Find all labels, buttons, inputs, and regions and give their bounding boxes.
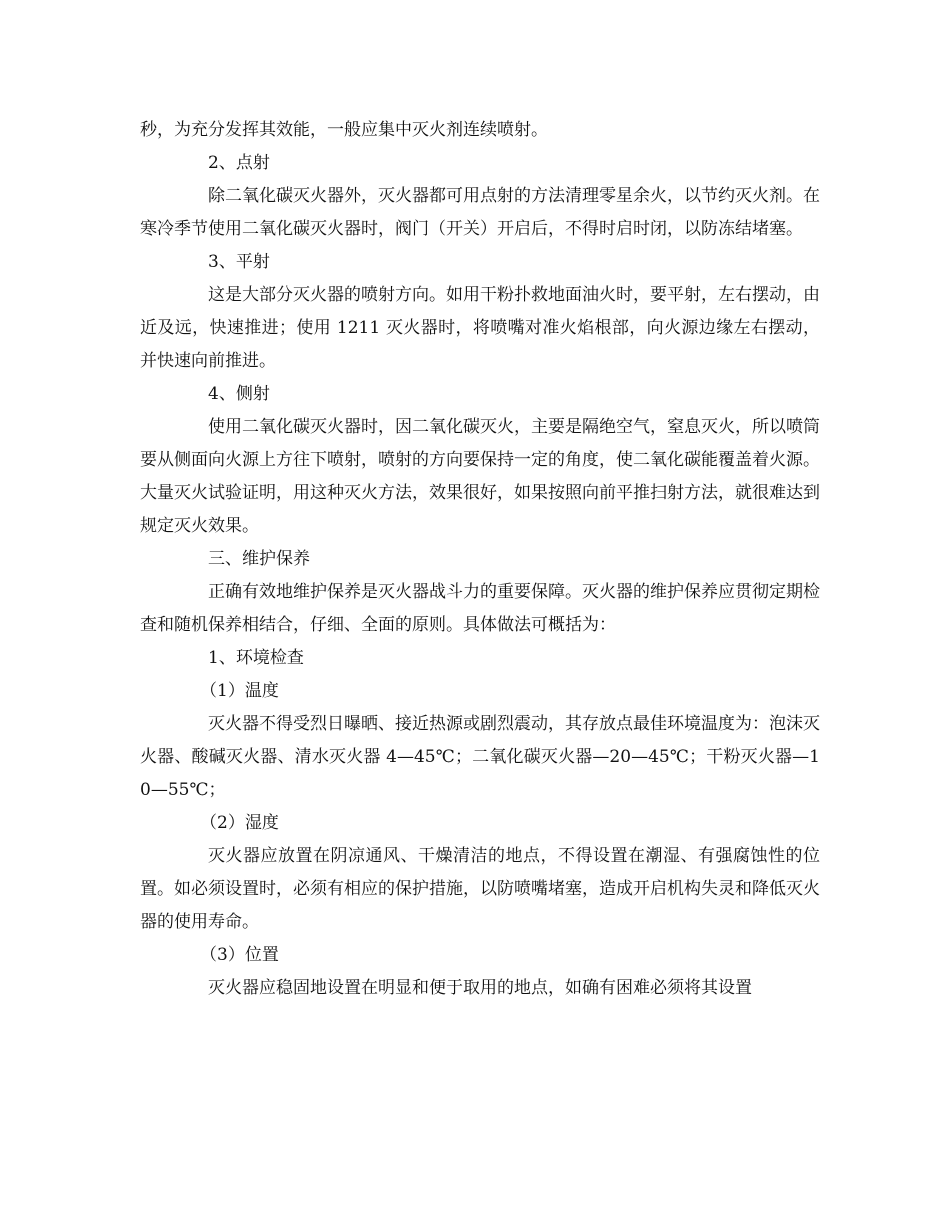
section-heading-side-spray: 4、侧射 xyxy=(208,384,270,404)
paragraph-continuation: 秒，为充分发挥其效能，一般应集中灭火剂连续喷射。 xyxy=(140,120,548,140)
section-heading-environment-check: 1、环境检查 xyxy=(208,648,304,668)
paragraph-temperature: 灭火器不得受烈日曝晒、接近热源或剧烈震动，其存放点最佳环境温度为：泡沫灭火器、酸碱灭火器、清水灭火器 4—45℃；二氧化碳灭火器—20—45℃；干粉灭火器—10—55℃； xyxy=(140,714,820,800)
document-body xyxy=(140,114,820,1005)
section-heading-maintenance: 三、维护保养 xyxy=(208,549,310,569)
section-heading-flat-spray: 3、平射 xyxy=(208,252,270,272)
subheading-humidity: （2）湿度 xyxy=(200,813,279,833)
paragraph-side-spray: 使用二氧化碳灭火器时，因二氧化碳灭火，主要是隔绝空气，窒息灭火，所以喷筒要从侧面向火源上方往下喷射，喷射的方向要保持一定的角度，使二氧化碳能覆盖着火源。大量灭火试验证明，用这种灭火方法，效果很好，如果按照向前平推扫射方法，就很难达到规定灭火效果。 xyxy=(140,417,820,536)
subheading-position: （3）位置 xyxy=(200,945,279,965)
paragraph-spot-spray: 除二氧化碳灭火器外，灭火器都可用点射的方法清理零星余火，以节约灭火剂。在寒冷季节使用二氧化碳灭火器时，阀门（开关）开启后，不得时启时闭，以防冻结堵塞。 xyxy=(140,186,820,239)
paragraph-flat-spray: 这是大部分灭火器的喷射方向。如用干粉扑救地面油火时，要平射，左右摆动，由近及远，快速推进；使用 1211 灭火器时，将喷嘴对准火焰根部，向火源边缘左右摆动，并快速向前推进。 xyxy=(140,285,820,371)
paragraph-maintenance: 正确有效地维护保养是灭火器战斗力的重要保障。灭火器的维护保养应贯彻定期检查和随机保养相结合，仔细、全面的原则。具体做法可概括为： xyxy=(140,582,820,635)
paragraph-position: 灭火器应稳固地设置在明显和便于取用的地点，如确有困难必须将其设置 xyxy=(208,978,752,998)
section-heading-spot-spray: 2、点射 xyxy=(208,153,270,173)
subheading-temperature: （1）温度 xyxy=(200,681,279,701)
paragraph-humidity: 灭火器应放置在阴凉通风、干燥清洁的地点，不得设置在潮湿、有强腐蚀性的位置。如必须设置时，必须有相应的保护措施，以防喷嘴堵塞，造成开启机构失灵和降低灭火器的使用寿命。 xyxy=(140,846,820,932)
